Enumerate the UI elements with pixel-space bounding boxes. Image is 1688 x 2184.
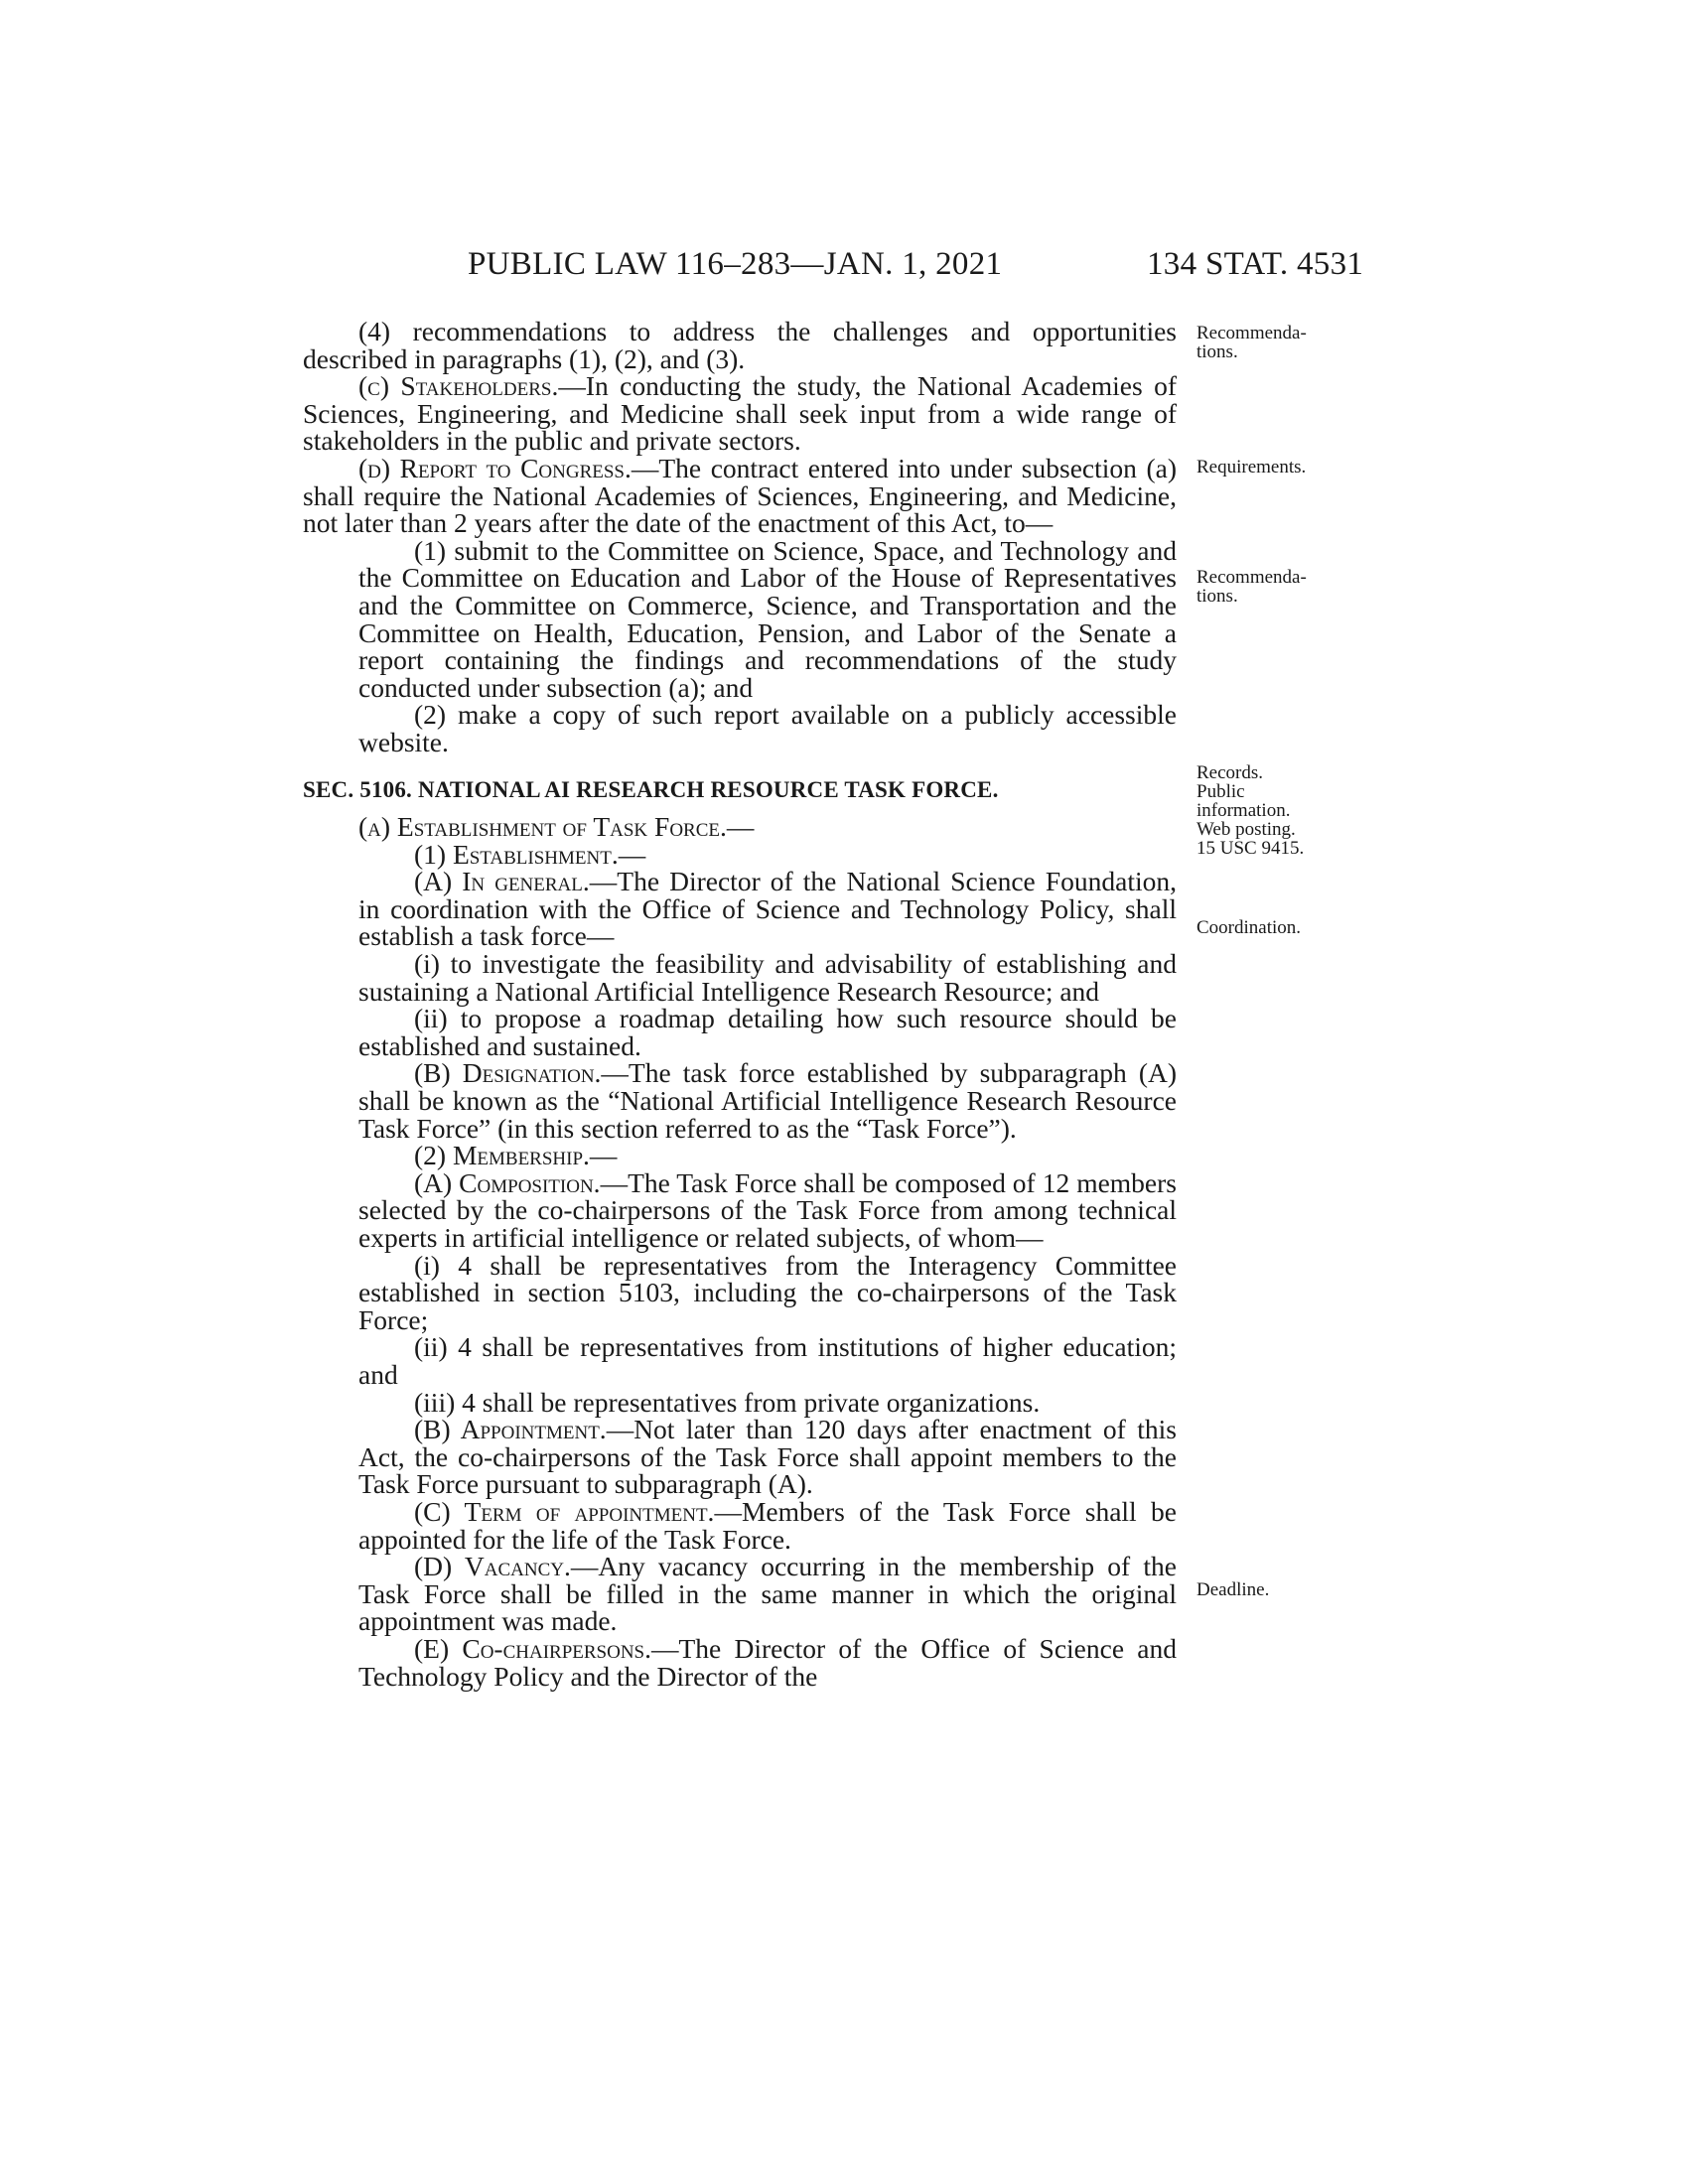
subpara-E-co-chairpersons: (E) Co-chairpersons.—The Director of the Office of Science and Technology Policy and the Director of the [358,1632,1177,1692]
margin-note-coordination: Coordination. [1196,917,1302,938]
subpara-B-designation: (B) Designation.—The task force established by subparagraph (A) shall be known as the “National Artificial Intelligence Research Resource Task Force” (in this section referred to as the “Task Force”). [358,1057,1178,1144]
margin-note-deadline: Deadline. [1196,1579,1270,1600]
para-1-establishment: (1) Establishment.— [414,838,646,870]
margin-note-recommendations-2: Recommenda- tions. [1196,567,1307,607]
subpara-B-appointment: (B) Appointment.—Not later than 120 days after enactment of this Act, the co-chairpersons of the Task Force shall appoint members to the Task Force pursuant to subparagraph (A). [358,1414,1178,1500]
subpara-A-composition: (A) Composition.—The Task Force shall be composed of 12 members selected by the co-chairpersons of the Task Force from among technical experts in artificial intelligence or related subjects, of whom— [358,1166,1177,1253]
para-2-membership: (2) Membership.— [414,1140,618,1171]
subpara-D-vacancy: (D) Vacancy.—Any vacancy occurring in the membership of the Task Force shall be filled in the same manner in which the original appointment was made. [358,1551,1178,1637]
running-header-law: PUBLIC LAW 116–283—JAN. 1, 2021 [468,246,1003,282]
clause-ii-roadmap: (ii) to propose a roadmap detailing how such resource should be established and sustained. [358,1003,1177,1061]
page-body [303,318,1177,1690]
margin-note-requirements: Requirements. [1196,457,1307,478]
section-heading: SEC. 5106. NATIONAL AI RESEARCH RESOURCE TASK FORCE. [303,776,999,802]
para-1-submit: (1) submit to the Committee on Science, Space, and Technology and the Committee on Education and Labor of the House of Representatives and the Committee on Commerce, Science, and Transportation and the Committee on Health, Education, Pension, and Labor of the Senate a report containing the findings and recommendations of the study conducted under subsection (a); and [358,534,1177,703]
para-2-copy: (2) make a copy of such report available on a publicly accessible website. [358,699,1177,757]
clause-iii-private: (iii) 4 shall be representatives from private organizations. [414,1386,1041,1418]
para-4-recommendations: (4) recommendations to address the challenges and opportunities described in paragraphs (1), (2), and (3). [303,316,1177,374]
clause-i-interagency: (i) 4 shall be representatives from the Interagency Committee established in section 5103, including the co-chairpersons of the Task Force; [358,1249,1177,1335]
subsection-a-heading: (a) Establishment of Task Force.— [358,811,755,843]
subsection-c-stakeholders: (c) Stakeholders.—In conducting the study, the National Academies of Sciences, Engineering, and Medicine shall seek input from a wide range of stakeholders in the public and private sectors. [303,370,1177,457]
subsection-d-report: (d) Report to Congress.—The contract entered into under subsection (a) shall require the National Academies of Sciences, Engineering, and Medicine, not later than 2 years after the date of the enactment of this Act, to— [303,452,1177,539]
margin-note-records: Records. Public information. Web posting. 15 USC 9415. [1196,762,1305,859]
subpara-C-term: (C) Term of appointment.—Members of the Task Force shall be appointed for the life of the Task Force. [358,1495,1177,1555]
clause-i-investigate: (i) to investigate the feasibility and advisability of establishing and sustaining a National Artificial Intelligence Research Resource; and [358,948,1177,1007]
clause-ii-higher-education: (ii) 4 shall be representatives from institutions of higher education; and [358,1331,1177,1390]
running-header-stat: 134 STAT. 4531 [1147,246,1364,282]
subpara-A-general: (A) In general.—The Director of the National Science Foundation, in coordination with the Office of Science and Technology Policy, shall establish a task force— [358,866,1178,952]
margin-note-recommendations-1: Recommenda- tions. [1196,323,1307,362]
